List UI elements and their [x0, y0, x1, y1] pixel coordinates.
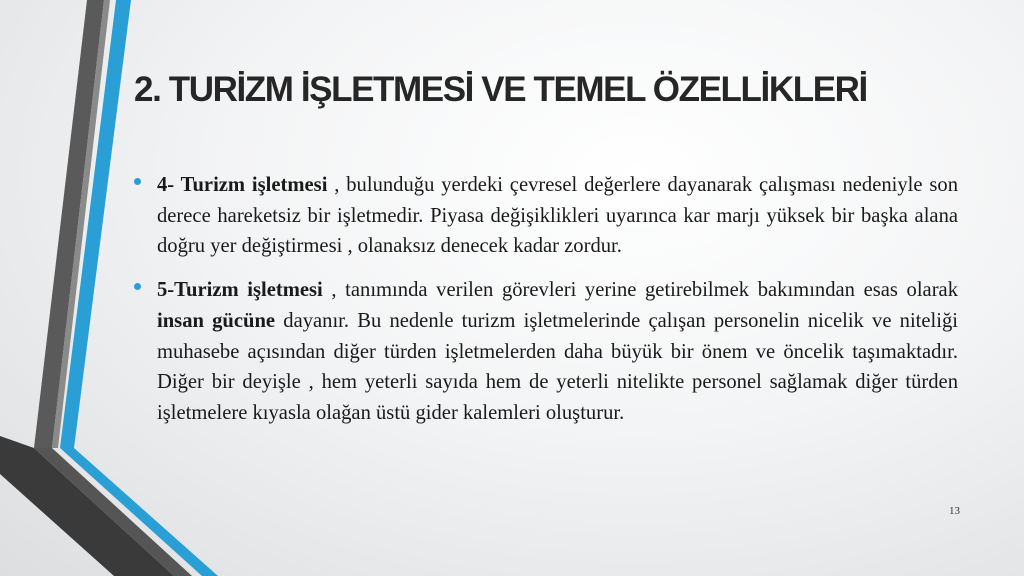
slide-title: 2. TURİZM İŞLETMESİ VE TEMEL ÖZELLİKLERİ: [134, 70, 867, 109]
bullet-body: , bulunduğu yerdeki çevresel değerlere dayanarak çalışması nedeniyle son derece hareketsiz bir işletmedir. Piyasa değişiklikleri uyarınca kar marjı yüksek bir başka alana doğru yer değiştirmesi , olanaksız denecek kadar zordur.: [157, 174, 958, 258]
bullet-dot-icon: [134, 283, 141, 290]
bullet-dot-icon: [134, 178, 141, 185]
bullet-item-4: [132, 170, 958, 262]
bullet-body-after: dayanır. Bu nedenle turizm işletmelerinde çalışan personelin nicelik ve niteliği muhasebe açısından diğer türden işletmelerden daha büyük bir önem ve öncelik taşımaktadır. Diğer bir deyişle , hem yeterli sayıda hem de yeterli nitelikte personel sağlamak diğer türden işletmelere kıyasla olağan üstü gider kalemleri oluşturur.: [157, 309, 958, 424]
dark-bottom-band: [0, 436, 174, 576]
bullet-item-5: [132, 275, 958, 429]
bullet-bold-mid: insan gücüne: [157, 309, 276, 332]
bullet-list: [132, 170, 958, 442]
bullet-body-before: , tanımında verilen görevleri yerine getirebilmek bakımından esas olarak: [322, 279, 958, 302]
bullet-bold-lead: 5-Turizm işletmesi: [157, 279, 323, 302]
bullet-bold-lead: 4- Turizm işletmesi: [157, 174, 328, 196]
bullet-text: [157, 170, 958, 262]
bullet-text: [157, 275, 958, 429]
page-number: 13: [949, 505, 960, 517]
